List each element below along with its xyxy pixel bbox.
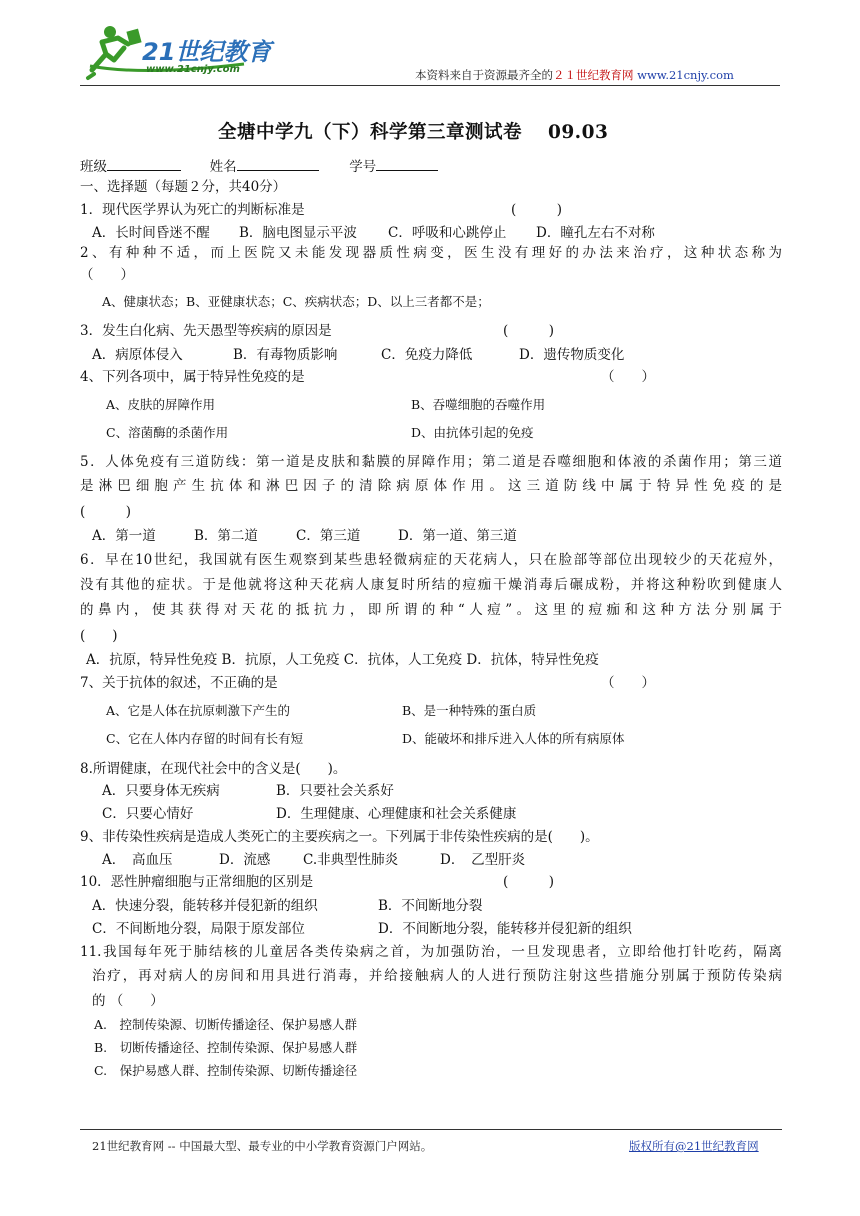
q7-option-b: B、是一种特殊的蛋白质 xyxy=(402,703,537,718)
site-logo xyxy=(84,20,284,82)
q10-option-a: A．快速分裂，能转移并侵犯新的组织 xyxy=(92,898,318,914)
logo-url: www.21cnjy.com xyxy=(146,64,240,75)
q4-option-c: C、溶菌酶的杀菌作用 xyxy=(106,425,229,440)
q6-line1: 6．早在10世纪，我国就有医生观察到某些患轻微病症的天花病人，只在脸部等部位出现较少的天花痘外， xyxy=(80,552,782,568)
q8-option-b: B．只要社会关系好 xyxy=(276,783,394,799)
class-label: 班级 xyxy=(80,159,107,175)
q5-option-a: A．第一道 xyxy=(92,528,156,544)
q3-option-c: C．免疫力降低 xyxy=(381,347,473,363)
q3-stem: 3．发生白化病、先天愚型等疾病的原因是 xyxy=(80,323,332,339)
q9-option-c: C.非典型性肺炎 xyxy=(303,852,399,868)
q4-option-d: D、由抗体引起的免疫 xyxy=(411,425,534,440)
q10-stem: 10．恶性肿瘤细胞与正常细胞的区别是 xyxy=(80,874,314,890)
q6-paren: ( ) xyxy=(80,628,118,644)
q7-option-d: D、能破坏和排斥进入人体的所有病原体 xyxy=(402,731,625,746)
q1-option-c: C．呼吸和心跳停止 xyxy=(388,225,507,241)
q2-stem: 2、有种种不适，而上医院又未能发现器质性病变，医生没有理好的办法来治疗，这种状态称为 xyxy=(80,245,782,261)
header-divider xyxy=(80,85,780,86)
q8-option-c: C．只要心情好 xyxy=(102,806,194,822)
q5-option-b: B．第二道 xyxy=(194,528,258,544)
q10-option-d: D．不间断地分裂，能转移并侵犯新的组织 xyxy=(378,921,632,937)
q11-line1: 11.我国每年死于肺结核的儿童居各类传染病之首，为加强防治，一旦发现患者，立即给他打针吃药，隔离 xyxy=(80,944,782,960)
q1-option-b: B．脑电图显示平波 xyxy=(239,225,357,241)
q5-line1: 5．人体免疫有三道防线：第一道是皮肤和黏膜的屏障作用；第二道是吞噬细胞和体液的杀菌作用；第三道 xyxy=(80,454,782,470)
q2-paren: （ ） xyxy=(80,267,134,283)
q7-paren: （ ） xyxy=(601,675,655,691)
q3-option-d: D．遗传物质变化 xyxy=(519,347,625,363)
q1-option-a: A．长时间昏迷不醒 xyxy=(92,225,210,241)
footer-divider xyxy=(80,1129,782,1130)
q2-options: A、健康状态；B、亚健康状态；C、疾病状态；D、以上三者都不是； xyxy=(102,294,490,309)
q6-line3: 的鼻内，使其获得对天花的抵抗力，即所谓的种“人痘”。这里的痘痂和这种方法分别属于 xyxy=(80,602,782,618)
name-blank[interactable] xyxy=(237,156,319,171)
q8-option-a: A．只要身体无疾病 xyxy=(102,783,220,799)
q5-option-c: C．第三道 xyxy=(296,528,361,544)
footer-copyright-link[interactable]: 版权所有@21世纪教育网 xyxy=(629,1139,759,1153)
header-note xyxy=(415,67,734,83)
q4-option-a: A、皮肤的屏障作用 xyxy=(106,397,216,412)
q9-option-d: D． 乙型肝炎 xyxy=(440,852,526,868)
header-note-prefix: 本资料来自于资源最齐全的 xyxy=(415,68,553,82)
q7-option-a: A、它是人体在抗原刺激下产生的 xyxy=(106,703,291,718)
page-title: 全塘中学九（下）科学第三章测试卷 09.03 xyxy=(218,122,609,143)
q11-option-b: B. 切断传播途径、控制传染源、保护易感人群 xyxy=(94,1040,358,1055)
header-note-red: ２１世纪教育网 xyxy=(553,68,634,82)
class-blank[interactable] xyxy=(107,156,181,171)
q3-paren: ( ) xyxy=(503,323,555,339)
number-blank[interactable] xyxy=(376,156,438,171)
q11-option-c: C. 保护易感人群、控制传染源、切断传播途径 xyxy=(94,1063,358,1078)
q7-option-c: C、它在人体内存留的时间有长有短 xyxy=(106,731,304,746)
q9-stem: 9、非传染性疾病是造成人类死亡的主要疾病之一。下列属于非传染性疾病的是( )。 xyxy=(80,829,599,845)
student-info xyxy=(80,156,438,176)
logo-text: 21世纪教育 xyxy=(142,38,272,66)
q3-option-b: B．有毒物质影响 xyxy=(233,347,338,363)
q10-option-b: B．不间断地分裂 xyxy=(378,898,483,914)
q11-line2: 治疗，再对病人的房间和用具进行消毒，并给接触病人的人进行预防注射这些措施分别属于预防传染病 xyxy=(92,968,782,984)
q4-stem: 4、下列各项中，属于特异性免疫的是 xyxy=(80,369,305,385)
q5-option-d: D．第一道、第三道 xyxy=(398,528,517,544)
q9-option-b: D．流感 xyxy=(219,852,271,868)
q10-option-c: C．不间断地分裂，局限于原发部位 xyxy=(92,921,305,937)
q11-option-a: A. 控制传染源、切断传播途径、保护易感人群 xyxy=(94,1017,358,1032)
q6-options: A．抗原，特异性免疫 B．抗原，人工免疫 C．抗体，人工免疫 D．抗体，特异性免疫 xyxy=(86,652,599,668)
q11-line3: 的 （ ） xyxy=(92,993,164,1009)
q4-option-b: B、吞噬细胞的吞噬作用 xyxy=(411,397,546,412)
q10-paren: ( ) xyxy=(503,874,555,890)
number-label: 学号 xyxy=(349,159,377,175)
q1-paren: ( ) xyxy=(511,202,563,218)
section-heading: 一、选择题（每题２分，共40分） xyxy=(80,179,287,195)
footer-left: 21世纪教育网 -- 中国最大型、最专业的中小学教育资源门户网站。 xyxy=(92,1139,433,1153)
q8-stem: 8.所谓健康，在现代社会中的含义是( )。 xyxy=(80,761,347,777)
header-note-link[interactable]: www.21cnjy.com xyxy=(637,68,734,82)
q3-option-a: A．病原体侵入 xyxy=(92,347,183,363)
q8-option-d: D．生理健康、心理健康和社会关系健康 xyxy=(276,806,517,822)
q7-stem: 7、关于抗体的叙述，不正确的是 xyxy=(80,675,278,691)
q9-option-a: A． 高血压 xyxy=(102,852,173,868)
q4-paren: （ ） xyxy=(601,369,655,385)
q1-stem: 1．现代医学界认为死亡的判断标准是 xyxy=(80,202,305,218)
q6-line2: 没有其他的症状。于是他就将这种天花病人康复时所结的痘痂干燥消毒后碾成粉，并将这种粉吹到健康人 xyxy=(80,577,782,593)
q5-paren: ( ) xyxy=(80,504,132,520)
q1-option-d: D．瞳孔左右不对称 xyxy=(536,225,655,241)
name-label: 姓名 xyxy=(209,159,237,175)
q5-line2: 是淋巴细胞产生抗体和淋巴因子的清除病原体作用。这三道防线中属于特异性免疫的是 xyxy=(80,478,782,494)
